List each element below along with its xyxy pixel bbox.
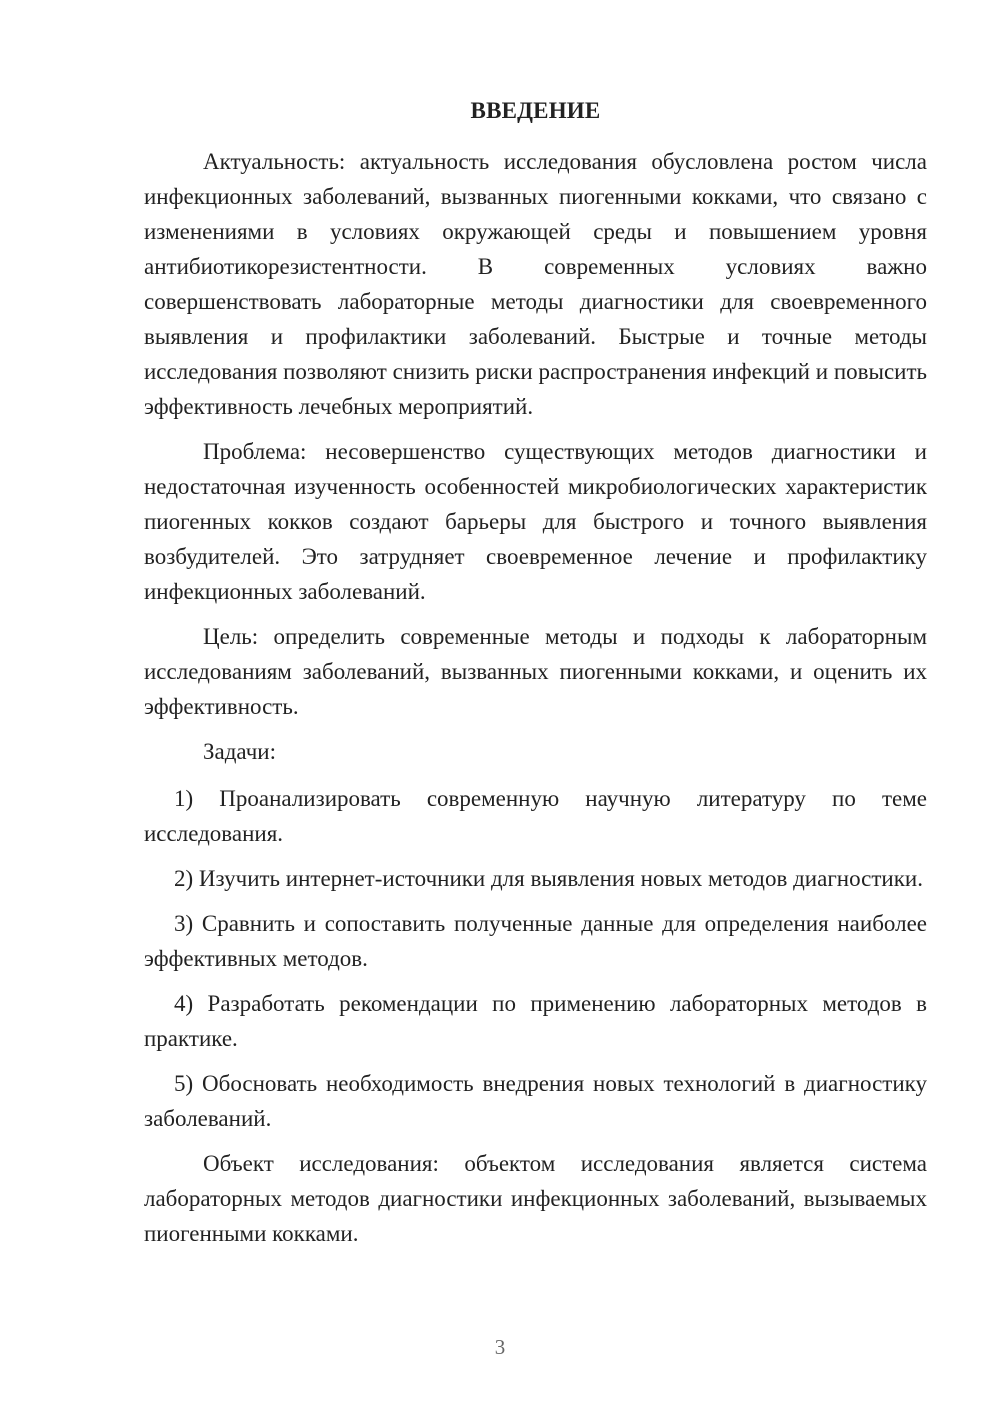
task-item: 3) Сравнить и сопоставить полученные данные для определения наиболее эффективных методов.: [144, 911, 927, 971]
task-item: 4) Разработать рекомендации по применению лабораторных методов в практике.: [144, 991, 927, 1051]
task-item: 2) Изучить интернет-источники для выявления новых методов диагностики.: [174, 866, 923, 891]
task-item: 1) Проанализировать современную научную литературу по теме исследования.: [144, 786, 927, 846]
relevance-paragraph: Актуальность: актуальность исследования обусловлена ростом числа инфекционных заболеваний, вызванных пиогенными кокками, что связано с изменениями в условиях окружающей среды и повышением уровня антибиотикорезистентности. В современных условиях важно совершенствовать лабораторные методы диагностики для своевременного выявления и профилактики заболеваний. Быстрые и точные методы исследования позволяют снизить риски распространения инфекций и повысить эффективность лечебных мероприятий.: [144, 149, 927, 419]
section-title: ВВЕДЕНИЕ: [470, 98, 601, 123]
problem-paragraph: Проблема: несовершенство существующих методов диагностики и недостаточная изученность особенностей микробиологических характеристик пиогенных кокков создают барьеры для быстрого и точного выявления возбудителей. Это затрудняет своевременное лечение и профилактику инфекционных заболеваний.: [144, 439, 927, 604]
task-item: 5) Обосновать необходимость внедрения новых технологий в диагностику заболеваний.: [144, 1071, 927, 1131]
page-number: 3: [494, 1335, 506, 1359]
object-paragraph: Объект исследования: объектом исследования является система лабораторных методов диагностики инфекционных заболеваний, вызываемых пиогенными кокками.: [144, 1151, 927, 1246]
goal-paragraph: Цель: определить современные методы и подходы к лабораторным исследованиям заболеваний, вызванных пиогенными кокками, и оценить их эффективность.: [144, 624, 927, 719]
tasks-label: Задачи:: [203, 739, 276, 764]
page-content: [144, 92, 927, 1261]
